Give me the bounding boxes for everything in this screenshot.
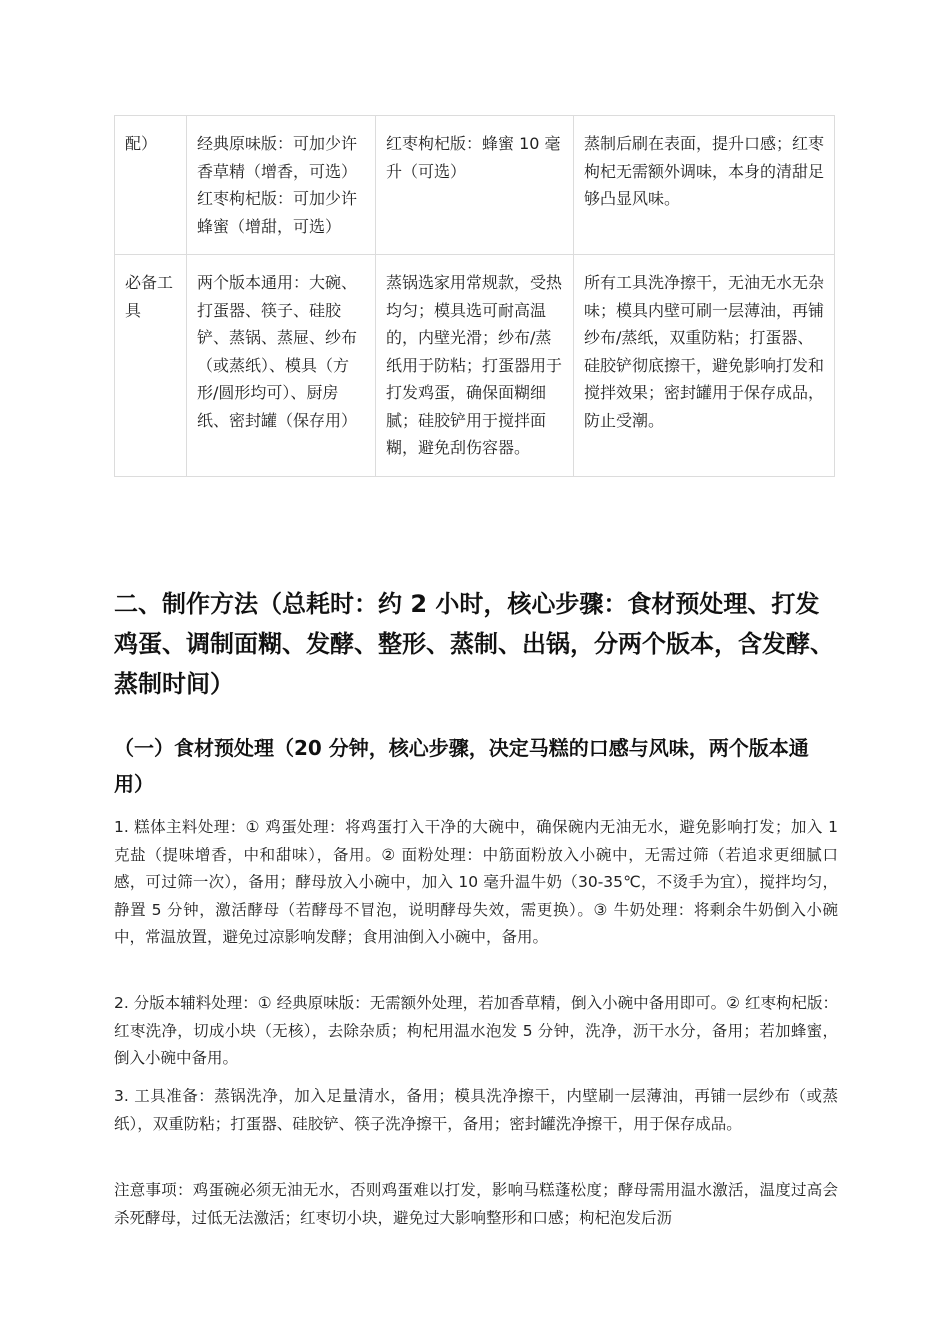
table-cell-classic [187,255,376,477]
table-cell-note: 蒸制后刷在表面，提升口感；红枣枸杞无需额外调味，本身的清甜足够凸显风味。 [574,116,835,255]
cell-line: 两个版本通用：大碗、打蛋器、筷子、硅胶铲、蒸锅、蒸屉、纱布（或蒸纸）、模具（方形/圆形均可）、厨房纸、密封罐（保存用） [197,273,358,430]
table-cell-variant: 蒸锅选家用常规款，受热均匀；模具选可耐高温的，内壁光滑；纱布/蒸纸用于防粘；打蛋器用于打发鸡蛋，确保面糊细腻；硅胶铲用于搅拌面糊，避免刮伤容器。 [376,255,574,477]
table-row [115,116,835,255]
table-cell-classic [187,116,376,255]
cell-line: 红枣枸杞版：可加少许蜂蜜（增甜，可选） [197,189,358,236]
subsection-heading: （一）食材预处理（20 分钟，核心步骤，决定马糕的口感与风味，两个版本通用） [114,736,809,796]
paragraph-notes: 注意事项：鸡蛋碗必须无油无水，否则鸡蛋难以打发，影响马糕蓬松度；酵母需用温水激活，温度过高会杀死酵母，过低无法激活；红枣切小块，避免过大影响整形和口感；枸杞泡发后沥 [114,1181,838,1227]
paragraph: 1. 糕体主料处理：① 鸡蛋处理：将鸡蛋打入干净的大碗中，确保碗内无油无水，避免影响打发；加入 1 克盐（提味增香，中和甜味），备用。② 面粉处理：中筋面粉放入小碗中，无需过筛（若追求更细腻口感，可过筛一次），备用；酵母放入小碗中，加入 10 毫升温牛奶（30-35℃，不烫手为宜），搅拌均匀，静置 5 分钟，激活酵母（若酵母不冒泡，说明酵母失效，需更换）。③ 牛奶处理：将剩余牛奶倒入小碗中，常温放置，避免过凉影响发酵；食用油倒入小碗中，备用。 [114,818,838,946]
section-heading: 二、制作方法（总耗时：约 2 小时，核心步骤：食材预处理、打发鸡蛋、调制面糊、发酵、整形、蒸制、出锅，分两个版本，含发酵、蒸制时间） [114,590,834,698]
paragraph: 3. 工具准备：蒸锅洗净，加入足量清水，备用；模具洗净擦干，内壁刷一层薄油，再铺一层纱布（或蒸纸），双重防粘；打蛋器、硅胶铲、筷子洗净擦干，备用；密封罐洗净擦干，用于保存成品。 [114,1087,838,1133]
paragraph: 2. 分版本辅料处理：① 经典原味版：无需额外处理，若加香草精，倒入小碗中备用即可。② 红枣枸杞版：红枣洗净，切成小块（无核），去除杂质；枸杞用温水泡发 5 分钟，洗净，沥干水分，备用；若加蜂蜜，倒入小碗中备用。 [114,994,838,1067]
table-cell-variant: 红枣枸杞版：蜂蜜 10 毫升（可选） [376,116,574,255]
ingredients-table [114,115,835,477]
table-row [115,255,835,477]
cell-line: 经典原味版：可加少许香草精（增香，可选） [197,134,358,181]
table-cell-note: 所有工具洗净擦干，无油无水无杂味；模具内壁可刷一层薄油，再铺纱布/蒸纸，双重防粘；打蛋器、硅胶铲彻底擦干，避免影响打发和搅拌效果；密封罐用于保存成品，防止受潮。 [574,255,835,477]
table-cell-label: 必备工具 [115,255,187,477]
table-cell-label: 配） [115,116,187,255]
